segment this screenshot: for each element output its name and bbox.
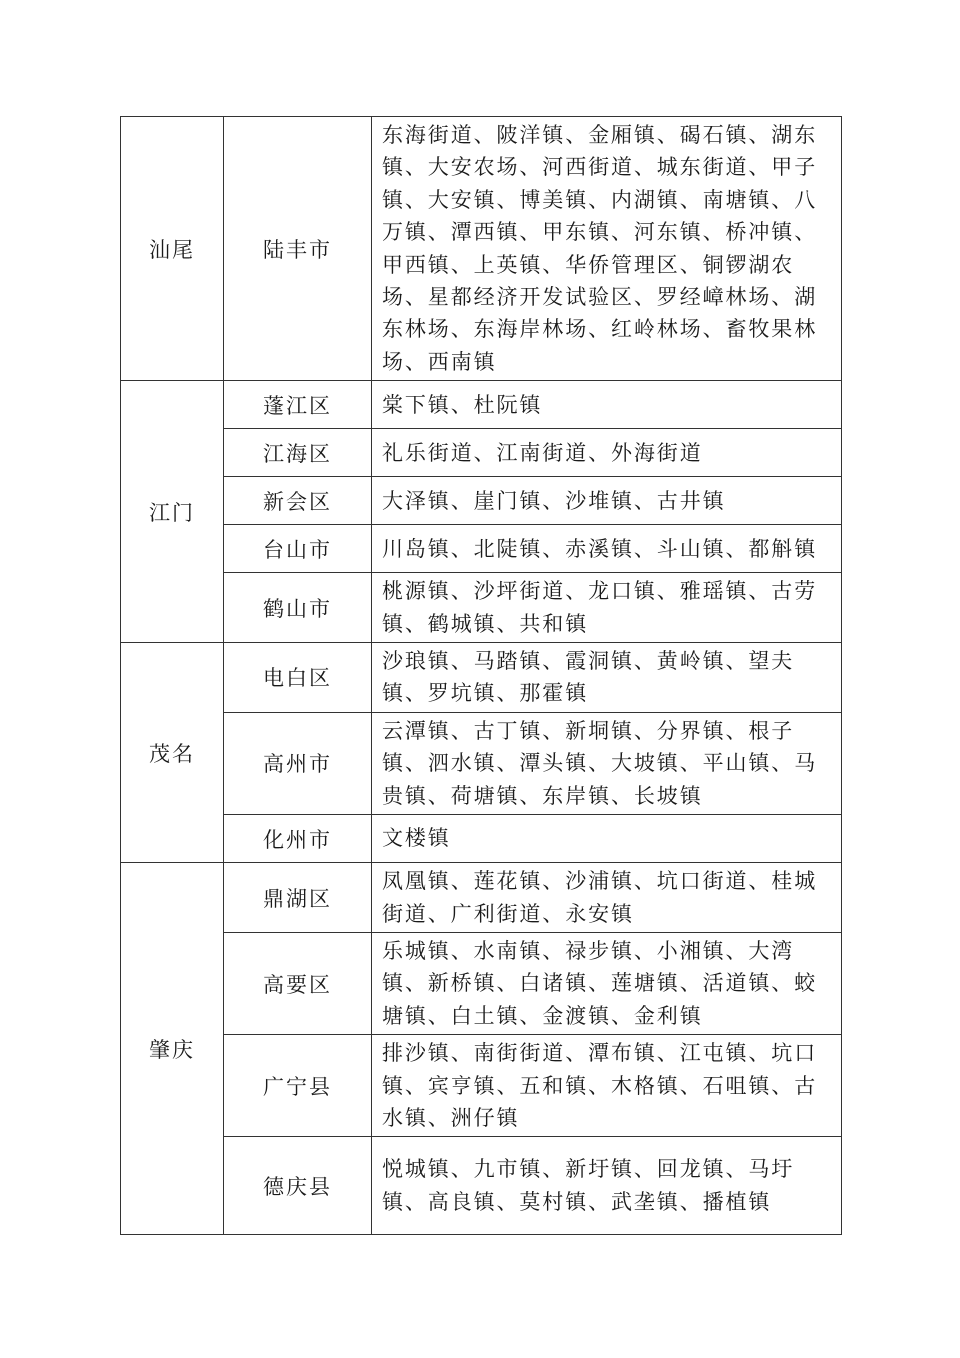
county-cell: 台山市 xyxy=(224,525,372,573)
towns-cell: 悦城镇、九市镇、新圩镇、回龙镇、马圩镇、高良镇、莫村镇、武垄镇、播植镇 xyxy=(372,1137,842,1235)
table-row xyxy=(121,573,842,643)
city-cell: 汕尾 xyxy=(121,117,224,381)
towns-cell: 乐城镇、水南镇、禄步镇、小湘镇、大湾镇、新桥镇、白诸镇、莲塘镇、活道镇、蛟塘镇、白土镇、金渡镇、金利镇 xyxy=(372,932,842,1034)
towns-cell: 川岛镇、北陡镇、赤溪镇、斗山镇、都斛镇 xyxy=(372,525,842,573)
table-row xyxy=(121,381,842,429)
county-cell: 江海区 xyxy=(224,429,372,477)
towns-cell: 桃源镇、沙坪街道、龙口镇、雅瑶镇、古劳镇、鹤城镇、共和镇 xyxy=(372,573,842,643)
county-cell: 高州市 xyxy=(224,712,372,814)
towns-cell: 云潭镇、古丁镇、新垌镇、分界镇、根子镇、泗水镇、潭头镇、大坡镇、平山镇、马贵镇、荷塘镇、东岸镇、长坡镇 xyxy=(372,712,842,814)
table-row xyxy=(121,815,842,863)
city-cell: 肇庆 xyxy=(121,863,224,1235)
towns-cell: 凤凰镇、莲花镇、沙浦镇、坑口街道、桂城街道、广利街道、永安镇 xyxy=(372,863,842,933)
town-list-table xyxy=(120,116,842,1235)
county-cell: 高要区 xyxy=(224,932,372,1034)
county-cell: 鼎湖区 xyxy=(224,863,372,933)
towns-cell: 大泽镇、崖门镇、沙堆镇、古井镇 xyxy=(372,477,842,525)
city-cell: 茂名 xyxy=(121,643,224,863)
county-cell: 鹤山市 xyxy=(224,573,372,643)
towns-cell: 排沙镇、南街街道、潭布镇、江屯镇、坑口镇、宾亨镇、五和镇、木格镇、石咀镇、古水镇、洲仔镇 xyxy=(372,1035,842,1137)
county-cell: 化州市 xyxy=(224,815,372,863)
towns-cell: 东海街道、陂洋镇、金厢镇、碣石镇、湖东镇、大安农场、河西街道、城东街道、甲子镇、大安镇、博美镇、内湖镇、南塘镇、八万镇、潭西镇、甲东镇、河东镇、桥冲镇、甲西镇、上英镇、华侨管理区、铜锣湖农场、星都经济开发试验区、罗经嶂林场、湖东林场、东海岸林场、红岭林场、畜牧果林场、西南镇 xyxy=(372,117,842,381)
table-row xyxy=(121,863,842,933)
towns-cell: 棠下镇、杜阮镇 xyxy=(372,381,842,429)
towns-cell: 礼乐街道、江南街道、外海街道 xyxy=(372,429,842,477)
towns-cell: 沙琅镇、马踏镇、霞洞镇、黄岭镇、望夫镇、罗坑镇、那霍镇 xyxy=(372,643,842,713)
city-cell: 江门 xyxy=(121,381,224,643)
county-cell: 广宁县 xyxy=(224,1035,372,1137)
table-row xyxy=(121,932,842,1034)
table-row xyxy=(121,477,842,525)
table-body xyxy=(121,117,842,1235)
table-row xyxy=(121,1035,842,1137)
county-cell: 蓬江区 xyxy=(224,381,372,429)
county-cell: 电白区 xyxy=(224,643,372,713)
county-cell: 新会区 xyxy=(224,477,372,525)
table-row xyxy=(121,643,842,713)
table-row xyxy=(121,429,842,477)
table-row xyxy=(121,525,842,573)
towns-cell: 文楼镇 xyxy=(372,815,842,863)
table-row xyxy=(121,117,842,381)
table-row xyxy=(121,712,842,814)
county-cell: 陆丰市 xyxy=(224,117,372,381)
county-cell: 德庆县 xyxy=(224,1137,372,1235)
table-row xyxy=(121,1137,842,1235)
